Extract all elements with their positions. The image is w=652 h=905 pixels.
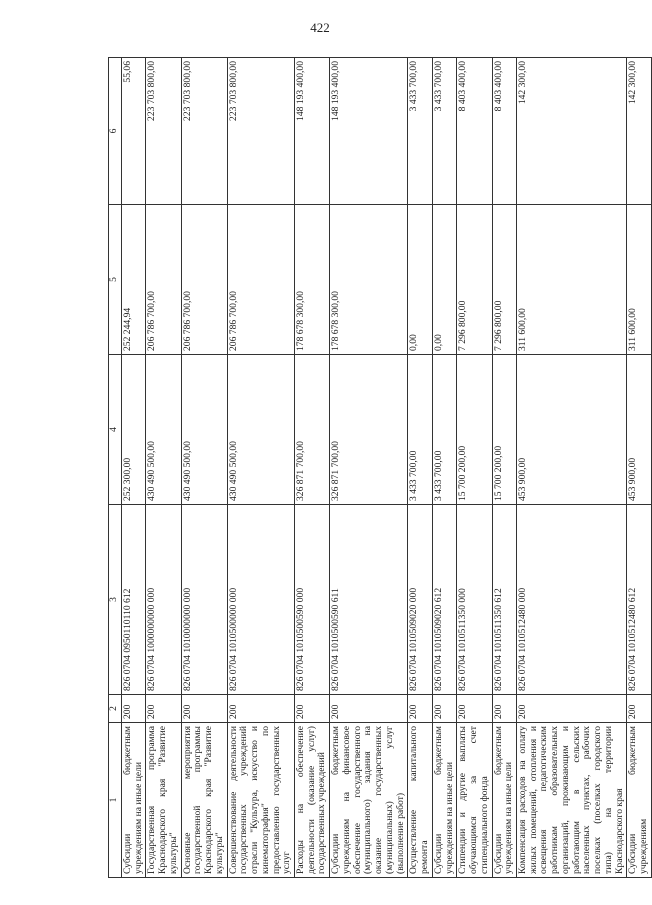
column-number: 4 — [109, 355, 122, 505]
row-approved: 252 244,94 — [122, 205, 146, 355]
row-plan: 430 490 500,00 — [227, 355, 294, 505]
row-name: Осуществление капитального ремонта — [408, 723, 432, 878]
row-plan: 430 490 500,00 — [146, 355, 181, 505]
row-name: Субсидии бюджетным учреждениям на иные цели — [432, 723, 456, 878]
row-code: 200 — [330, 695, 408, 723]
row-name: Совершенствование деятельности государственных учреждений отрасли "Культура, искусство и кинематография" по предоставлению государственных услуг — [227, 723, 294, 878]
row-code: 200 — [408, 695, 432, 723]
row-approved: 7 296 800,00 — [492, 205, 516, 355]
row-approved: 206 786 700,00 — [227, 205, 294, 355]
row-code: 200 — [295, 695, 330, 723]
row-plan: 3 433 700,00 — [408, 355, 432, 505]
row-code: 200 — [492, 695, 516, 723]
row-name: Государственная программа Краснодарского края "Развитие культуры" — [146, 723, 181, 878]
column-number: 1 — [109, 723, 122, 878]
row-classification: 826 0704 1010509020 000 — [408, 505, 432, 695]
row-name: Расходы на обеспечение деятельности (оказание услуг) государственных учреждений — [295, 723, 330, 878]
row-approved: 178 678 300,00 — [330, 205, 408, 355]
row-name: Субсидии бюджетным учреждениям — [627, 723, 651, 878]
table-row — [516, 58, 626, 878]
table-row — [122, 58, 146, 878]
table-row — [181, 58, 227, 878]
row-classification: 826 0704 0950110110 612 — [122, 505, 146, 695]
row-plan: 15 700 200,00 — [492, 355, 516, 505]
row-classification: 826 0704 1010500590 611 — [330, 505, 408, 695]
row-executed: 3 433 700,00 — [432, 58, 456, 205]
row-approved: 0,00 — [408, 205, 432, 355]
row-code: 200 — [181, 695, 227, 723]
row-code: 200 — [516, 695, 626, 723]
row-executed: 148 193 400,00 — [330, 58, 408, 205]
row-classification: 826 0704 1010509020 612 — [432, 505, 456, 695]
row-code: 200 — [122, 695, 146, 723]
row-plan: 453 900,00 — [627, 355, 651, 505]
table-row — [330, 58, 408, 878]
row-plan: 453 900,00 — [516, 355, 626, 505]
table-row — [227, 58, 294, 878]
row-classification: 826 0704 1010511350 612 — [492, 505, 516, 695]
row-classification: 826 0704 1010512480 000 — [516, 505, 626, 695]
row-name: Субсидии бюджетным учреждениям на иные цели — [122, 723, 146, 878]
table-row — [146, 58, 181, 878]
row-classification: 826 0704 1010500590 000 — [295, 505, 330, 695]
budget-table — [108, 57, 652, 878]
row-executed: 223 703 800,00 — [227, 58, 294, 205]
table-row — [492, 58, 516, 878]
row-approved: 206 786 700,00 — [181, 205, 227, 355]
row-executed: 142 300,00 — [627, 58, 651, 205]
table-row — [295, 58, 330, 878]
table-row — [432, 58, 456, 878]
row-code: 200 — [146, 695, 181, 723]
row-executed: 55,06 — [122, 58, 146, 205]
row-classification: 826 0704 1010512480 612 — [627, 505, 651, 695]
row-plan: 326 871 700,00 — [295, 355, 330, 505]
row-approved: 311 600,00 — [516, 205, 626, 355]
row-classification: 826 0704 1010000000 000 — [181, 505, 227, 695]
table-row — [457, 58, 492, 878]
row-executed: 223 703 800,00 — [146, 58, 181, 205]
row-executed: 223 703 800,00 — [181, 58, 227, 205]
page-number: 422 — [310, 20, 330, 35]
row-code: 200 — [432, 695, 456, 723]
table-row — [408, 58, 432, 878]
row-code: 200 — [227, 695, 294, 723]
column-number: 6 — [109, 58, 122, 205]
row-code: 200 — [627, 695, 651, 723]
row-plan: 252 300,00 — [122, 355, 146, 505]
row-plan: 326 871 700,00 — [330, 355, 408, 505]
column-number-row — [109, 58, 122, 878]
row-executed: 8 403 400,00 — [492, 58, 516, 205]
row-executed: 142 300,00 — [516, 58, 626, 205]
row-classification: 826 0704 1010511350 000 — [457, 505, 492, 695]
row-classification: 826 0704 1000000000 000 — [146, 505, 181, 695]
row-approved: 0,00 — [432, 205, 456, 355]
table-row — [627, 58, 651, 878]
column-number: 2 — [109, 695, 122, 723]
row-classification: 826 0704 1010500000 000 — [227, 505, 294, 695]
row-name: Субсидии бюджетным учреждениям на финансовое обеспечение государственного (муниципального) задания на оказание государственных (муниципальных) услуг (выполнение работ) — [330, 723, 408, 878]
row-name: Основные мероприятия государственной программы Краснодарского края "Развитие культуры" — [181, 723, 227, 878]
rotated-table-container — [108, 58, 650, 878]
row-executed: 3 433 700,00 — [408, 58, 432, 205]
row-code: 200 — [457, 695, 492, 723]
row-approved: 206 786 700,00 — [146, 205, 181, 355]
row-name: Субсидии бюджетным учреждениям на иные цели — [492, 723, 516, 878]
row-approved: 178 678 300,00 — [295, 205, 330, 355]
row-approved: 311 600,00 — [627, 205, 651, 355]
row-plan: 3 433 700,00 — [432, 355, 456, 505]
row-name: Компенсация расходов на оплату жилых помещений, отопления и освещения педагогическим работникам образовательных организаций, проживающим и работающим в сельских населенных пунктах, рабочих поселках (поселках городского типа) на территории Краснодарского края — [516, 723, 626, 878]
row-plan: 15 700 200,00 — [457, 355, 492, 505]
row-executed: 8 403 400,00 — [457, 58, 492, 205]
row-name: Стипендии и другие выплаты обучающимся за счет стипендиального фонда — [457, 723, 492, 878]
row-executed: 148 193 400,00 — [295, 58, 330, 205]
column-number: 3 — [109, 505, 122, 695]
column-number: 5 — [109, 205, 122, 355]
row-plan: 430 490 500,00 — [181, 355, 227, 505]
row-approved: 7 296 800,00 — [457, 205, 492, 355]
